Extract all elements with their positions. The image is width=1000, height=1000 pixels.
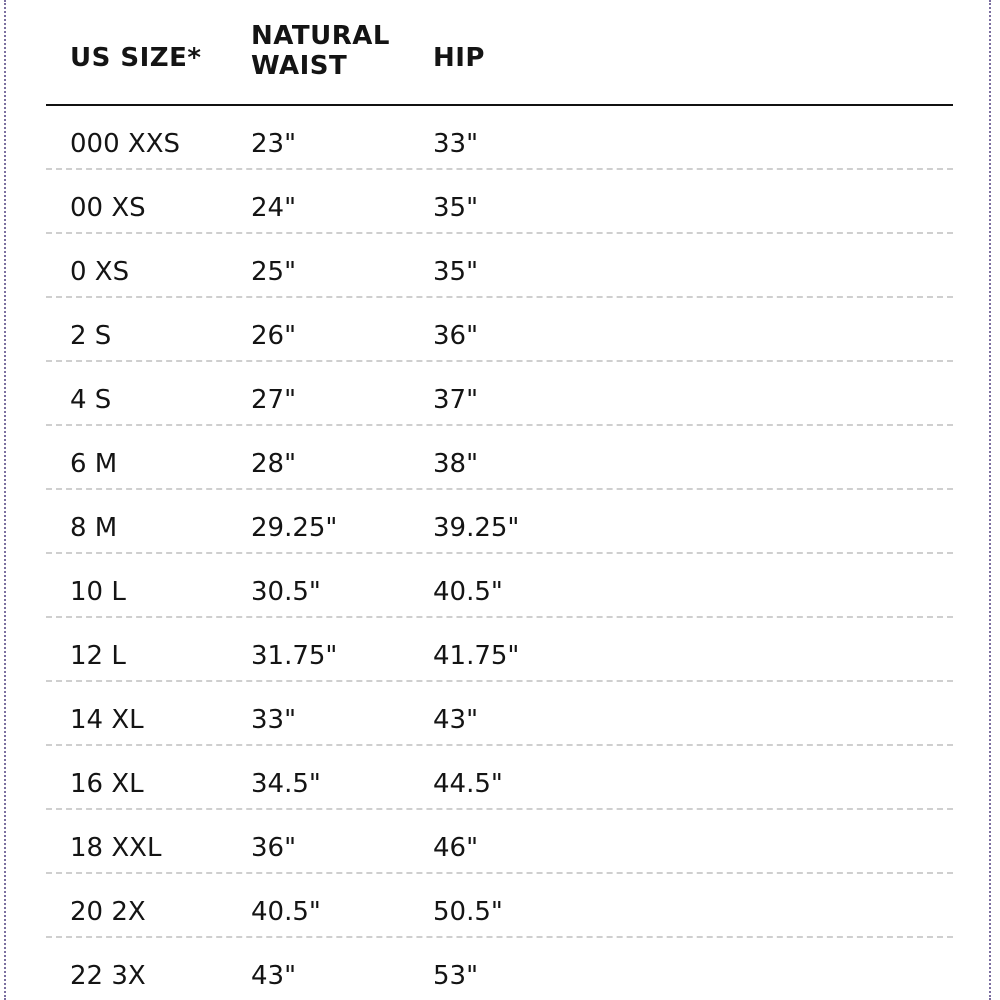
table-row	[46, 554, 953, 618]
hip-cell: 40.5"	[433, 577, 503, 607]
table-row	[46, 426, 953, 490]
header-hip: HIP	[433, 43, 485, 73]
table-row	[46, 938, 953, 1000]
table-row	[46, 106, 953, 170]
waist-cell: 28"	[251, 449, 297, 479]
hip-cell: 46"	[433, 833, 479, 863]
hip-cell: 50.5"	[433, 897, 503, 927]
waist-cell: 29.25"	[251, 513, 338, 543]
waist-cell: 31.75"	[251, 641, 338, 671]
size-cell: 20 2X	[70, 897, 146, 927]
size-cell: 16 XL	[70, 769, 144, 799]
waist-cell: 43"	[251, 961, 297, 991]
size-cell: 6 M	[70, 449, 118, 479]
waist-cell: 27"	[251, 385, 297, 415]
hip-cell: 36"	[433, 321, 479, 351]
table-row	[46, 874, 953, 938]
hip-cell: 33"	[433, 129, 479, 159]
size-cell: 12 L	[70, 641, 126, 671]
size-chart-table	[46, 0, 953, 1000]
hip-cell: 39.25"	[433, 513, 520, 543]
frame-edge-right	[989, 0, 991, 1000]
waist-cell: 34.5"	[251, 769, 321, 799]
hip-cell: 53"	[433, 961, 479, 991]
size-cell: 000 XXS	[70, 129, 181, 159]
size-cell: 2 S	[70, 321, 112, 351]
frame-edge-left	[4, 0, 6, 1000]
hip-cell: 41.75"	[433, 641, 520, 671]
hip-cell: 43"	[433, 705, 479, 735]
waist-cell: 40.5"	[251, 897, 321, 927]
waist-cell: 24"	[251, 193, 297, 223]
table-row	[46, 618, 953, 682]
hip-cell: 35"	[433, 193, 479, 223]
waist-cell: 25"	[251, 257, 297, 287]
table-row	[46, 298, 953, 362]
waist-cell: 26"	[251, 321, 297, 351]
table-row	[46, 746, 953, 810]
waist-cell: 33"	[251, 705, 297, 735]
header-natural-waist: NATURAL WAIST	[251, 21, 390, 81]
table-row	[46, 362, 953, 426]
waist-cell: 30.5"	[251, 577, 321, 607]
size-cell: 8 M	[70, 513, 118, 543]
table-row	[46, 810, 953, 874]
size-cell: 22 3X	[70, 961, 146, 991]
hip-cell: 35"	[433, 257, 479, 287]
hip-cell: 37"	[433, 385, 479, 415]
size-cell: 4 S	[70, 385, 112, 415]
table-header-row	[46, 0, 953, 106]
size-cell: 18 XXL	[70, 833, 162, 863]
header-us-size: US SIZE*	[70, 43, 202, 73]
size-cell: 14 XL	[70, 705, 144, 735]
table-row	[46, 170, 953, 234]
hip-cell: 44.5"	[433, 769, 503, 799]
hip-cell: 38"	[433, 449, 479, 479]
table-row	[46, 234, 953, 298]
waist-cell: 23"	[251, 129, 297, 159]
table-row	[46, 490, 953, 554]
waist-cell: 36"	[251, 833, 297, 863]
table-row	[46, 682, 953, 746]
size-cell: 0 XS	[70, 257, 130, 287]
size-cell: 00 XS	[70, 193, 146, 223]
size-cell: 10 L	[70, 577, 126, 607]
